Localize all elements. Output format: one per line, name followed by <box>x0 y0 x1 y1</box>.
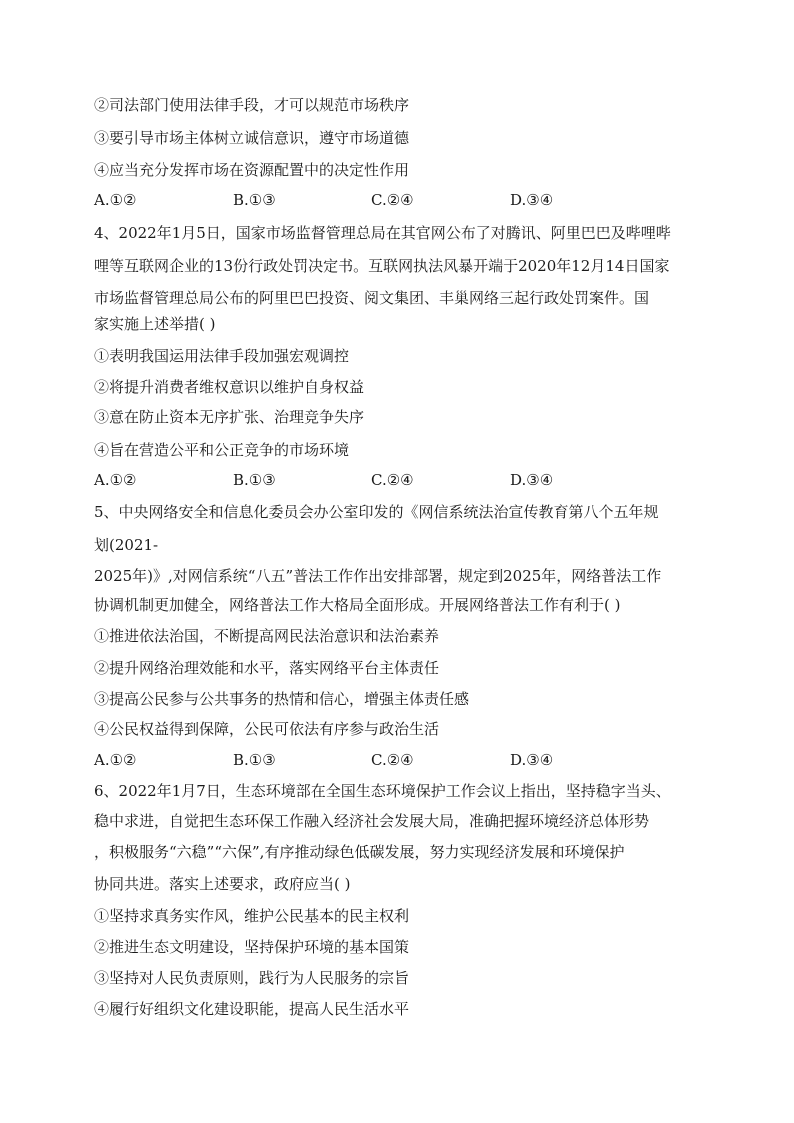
q5-stem-line-1: 5、中央网络安全和信息化委员会办公室印发的《网信系统法治宣传教育第八个五年规 <box>94 503 659 521</box>
q5-option-b: B.①③ <box>233 751 276 769</box>
q4-stem-line-3: 市场监督管理总局公布的阿里巴巴投资、阅文集团、丰巢网络三起行政处罚案件。国 <box>94 289 650 307</box>
q4-options <box>94 470 704 490</box>
q3-option-c: C.②④ <box>371 191 414 209</box>
q6-item-3: ③坚持对人民负责原则，践行为人民服务的宗旨 <box>94 969 410 987</box>
q4-item-2: ②将提升消费者维权意识以维护自身权益 <box>94 378 365 396</box>
q3-option-d: D.③④ <box>510 191 554 209</box>
q5-option-a: A.①② <box>94 751 137 769</box>
q5-item-3: ③提高公民参与公共事务的热情和信心，增强主体责任感 <box>94 690 470 708</box>
q4-item-1: ①表明我国运用法律手段加强宏观调控 <box>94 347 350 365</box>
q5-option-d: D.③④ <box>510 751 554 769</box>
q6-stem-line-1: 6、2022年1月7日，生态环境部在全国生态环境保护工作会议上指出，坚持稳字当头、 <box>94 782 671 800</box>
q4-option-c: C.②④ <box>371 471 414 489</box>
q4-option-d: D.③④ <box>510 471 554 489</box>
q5-item-4: ④公民权益得到保障，公民可依法有序参与政治生活 <box>94 720 440 738</box>
q4-stem-line-4: 家实施上述举措( ) <box>94 315 216 333</box>
q6-stem-line-4: 协同共进。落实上述要求，政府应当( ) <box>94 875 351 893</box>
q3-item-4: ④应当充分发挥市场在资源配置中的决定性作用 <box>94 161 410 179</box>
q5-item-1: ①推进依法治国，不断提高网民法治意识和法治素养 <box>94 627 440 645</box>
q5-item-2: ②提升网络治理效能和水平，落实网络平台主体责任 <box>94 659 440 677</box>
q4-stem-line-2: 哩等互联网企业的13份行政处罚决定书。互联网执法风暴开端于2020年12月14日国家 <box>94 257 670 275</box>
q6-item-2: ②推进生态文明建设，坚持保护环境的基本国策 <box>94 938 410 956</box>
q6-item-1: ①坚持求真务实作风，维护公民基本的民主权利 <box>94 907 410 925</box>
q6-stem-line-3: ，积极服务“六稳”“六保”,有序推动绿色低碳发展，努力实现经济发展和环境保护 <box>94 843 625 861</box>
q3-option-b: B.①③ <box>233 191 276 209</box>
q6-item-4: ④履行好组织文化建设职能，提高人民生活水平 <box>94 1000 410 1018</box>
q4-item-3: ③意在防止资本无序扩张、治理竞争失序 <box>94 408 365 426</box>
q4-option-a: A.①② <box>94 471 137 489</box>
q3-option-a: A.①② <box>94 191 137 209</box>
q5-stem-line-3: 2025年)》,对网信系统“八五”普法工作作出安排部署，规定到2025年，网络普法工作 <box>94 567 662 585</box>
q3-item-2: ②司法部门使用法律手段，才可以规范市场秩序 <box>94 96 410 114</box>
q5-options <box>94 750 704 770</box>
q6-stem-line-2: 稳中求进，自觉把生态环保工作融入经济社会发展大局，准确把握环境经济总体形势 <box>94 812 650 830</box>
q4-option-b: B.①③ <box>233 471 276 489</box>
q4-stem-line-1: 4、2022年1月5日，国家市场监督管理总局在其官网公布了对腾讯、阿里巴巴及哔哩哔 <box>94 224 671 242</box>
q5-stem-line-2: 划(2021- <box>94 536 159 554</box>
q5-option-c: C.②④ <box>371 751 414 769</box>
q3-item-3: ③要引导市场主体树立诚信意识，遵守市场道德 <box>94 129 410 147</box>
q5-stem-line-4: 协调机制更加健全，网络普法工作大格局全面形成。开展网络普法工作有利于( ) <box>94 596 621 614</box>
q4-item-4: ④旨在营造公平和公正竞争的市场环境 <box>94 441 350 459</box>
q3-options <box>94 190 704 210</box>
